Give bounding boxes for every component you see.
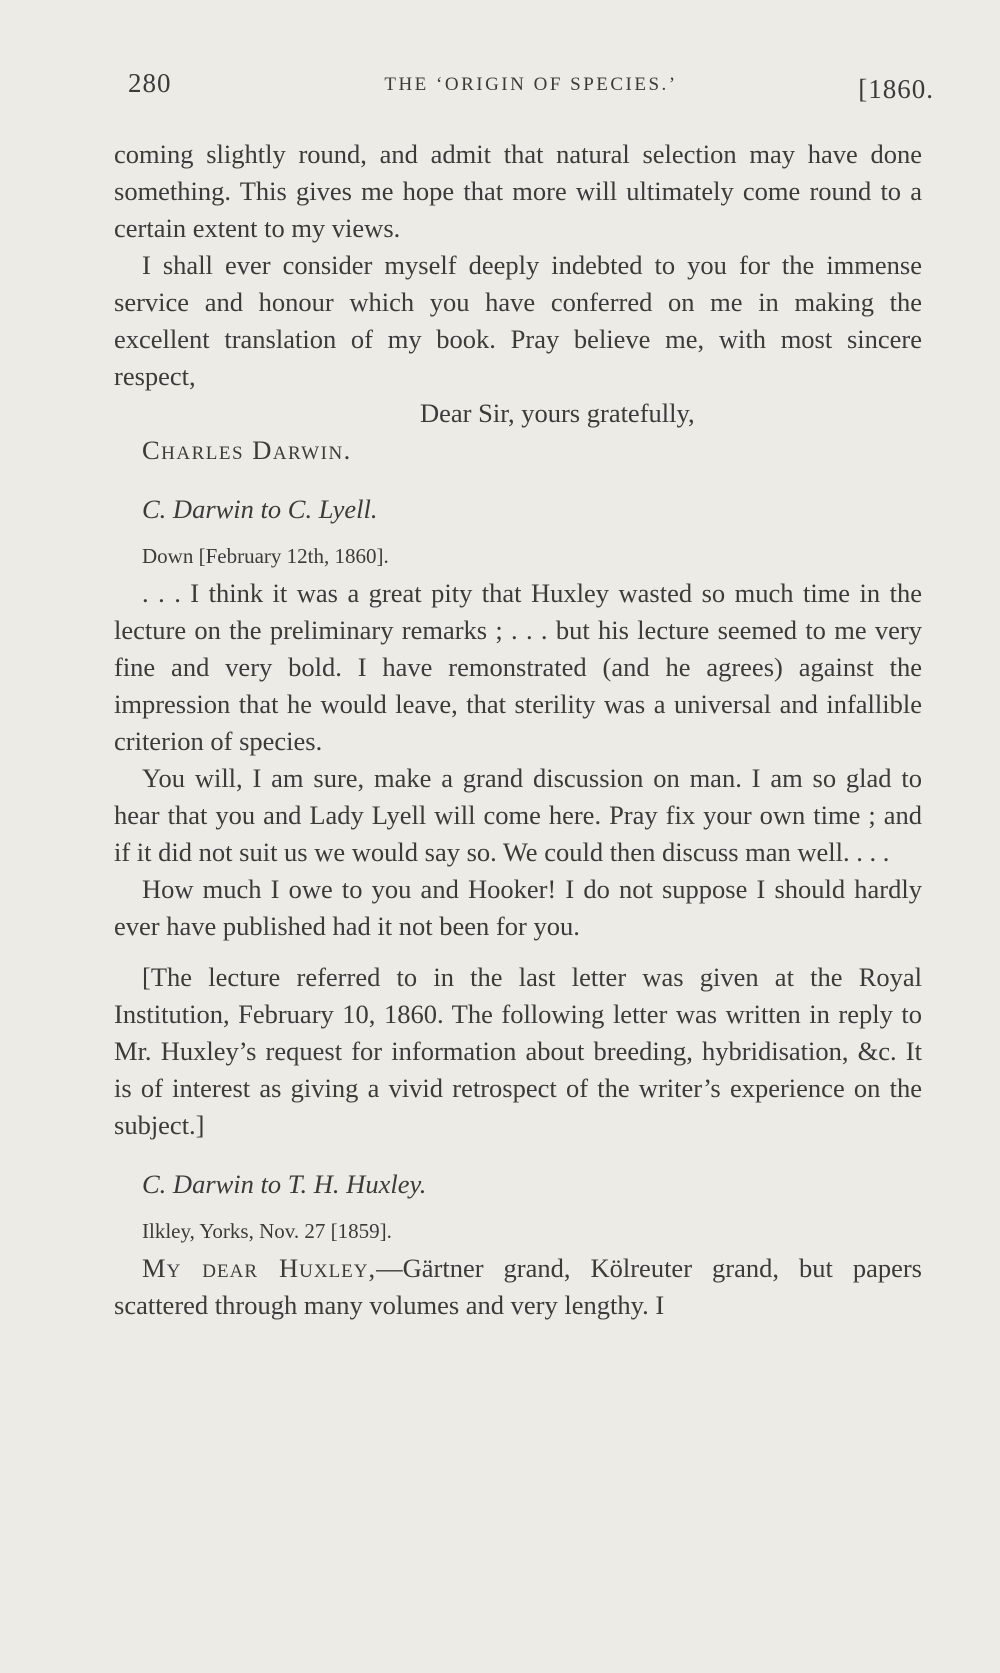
letter2-heading: C. Darwin to C. Lyell. — [142, 494, 378, 524]
letter3-paragraph1 — [114, 1250, 922, 1324]
letter2-paragraph3: How much I owe to you and Hooker! I do not suppose I should hardly ever have published had it not been for you. — [114, 874, 922, 941]
letter2-paragraph1: . . . I think it was a great pity that Huxley wasted so much time in the lecture on the preliminary remarks ; . . . but his lecture seemed to me very fine and very bold. I have remonstrated (and he agrees) against the impression that he would leave, that sterility was a universal and infallible criterion of species. — [114, 578, 922, 756]
letter2-paragraph2: You will, I am sure, make a grand discussion on man. I am so glad to hear that you and Lady Lyell will come here. Pray fix your own time ; and if it did not suit us we would say so. We could then discuss man well. . . . — [114, 763, 922, 867]
letter3-heading: C. Darwin to T. H. Huxley. — [142, 1169, 427, 1199]
letter1-signature: Charles Darwin. — [142, 435, 352, 465]
letter3-paragraph1-text: —Gärtner grand, Kölreuter grand, but papers scattered through many volumes and very lengthy. I — [114, 1253, 922, 1320]
header-year: [1860. — [858, 74, 934, 104]
letter1-paragraph2: I shall ever consider myself deeply indebted to you for the immense service and honour which you have conferred on me in making the excellent translation of my book. Pray believe me, with most sincere respect, — [114, 250, 922, 391]
running-header — [128, 64, 934, 108]
editorial-note: [The lecture referred to in the last letter was given at the Royal Institution, February 10, 1860. The following letter was written in reply to Mr. Huxley’s request for information about breeding, hybridisation, &c. It is of interest as giving a vivid retrospect of the writer’s experience on the subject.] — [114, 962, 922, 1140]
letter2-dateline: Down [February 12th, 1860]. — [142, 544, 389, 568]
letter1-closing: Dear Sir, yours gratefully, — [420, 398, 695, 428]
page-number: 280 — [128, 68, 172, 98]
letter3-salutation: My dear Huxley, — [142, 1253, 377, 1283]
running-title: THE ‘ORIGIN OF SPECIES.’ — [384, 74, 678, 95]
body-text — [114, 136, 922, 1324]
letter1-paragraph1: coming slightly round, and admit that natural selection may have done something. This gives me hope that more will ultimately come round to a certain extent to my views. — [114, 139, 922, 243]
letter3-dateline: Ilkley, Yorks, Nov. 27 [1859]. — [142, 1219, 392, 1243]
